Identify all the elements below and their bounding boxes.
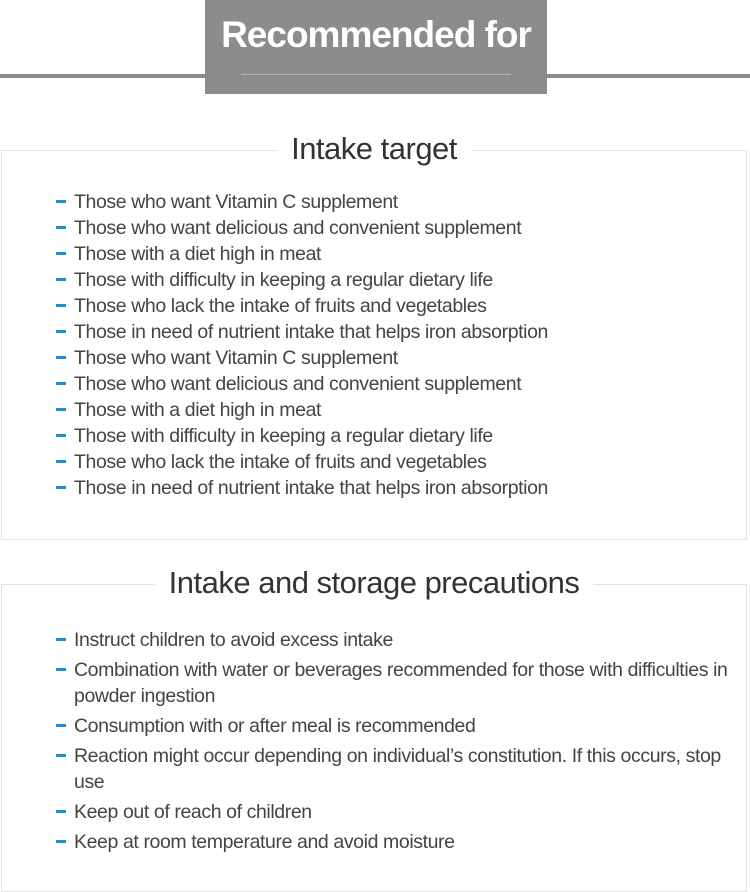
- header-title: Recommended for: [221, 14, 531, 55]
- precautions-list: [74, 627, 734, 859]
- list-item: [74, 345, 548, 371]
- list-item-text: Those who want Vitamin C supplement: [74, 191, 398, 213]
- dash-bullet-icon: [56, 382, 66, 385]
- list-item: [74, 319, 548, 345]
- list-item: [74, 475, 548, 501]
- list-item: [74, 829, 734, 855]
- list-item: [74, 713, 734, 739]
- list-item-text: Instruct children to avoid excess intake: [74, 629, 393, 651]
- list-item-text: Combination with water or beverages recommended for those with difficulties in powder ingestion: [74, 659, 728, 707]
- list-item-text: Those who lack the intake of fruits and vegetables: [74, 451, 487, 473]
- list-item-text: Those who want delicious and convenient supplement: [74, 373, 522, 395]
- list-item-text: Those in need of nutrient intake that helps iron absorption: [74, 477, 548, 499]
- dash-bullet-icon: [56, 840, 66, 843]
- list-item: [74, 371, 548, 397]
- dash-bullet-icon: [56, 668, 66, 671]
- list-item-text: Reaction might occur depending on individual’s constitution. If this occurs, stop use: [74, 745, 721, 793]
- dash-bullet-icon: [56, 724, 66, 727]
- precautions-section: [1, 565, 747, 892]
- list-item-text: Those in need of nutrient intake that helps iron absorption: [74, 321, 548, 343]
- dash-bullet-icon: [56, 226, 66, 229]
- dash-bullet-icon: [56, 408, 66, 411]
- dash-bullet-icon: [56, 304, 66, 307]
- list-item: [74, 397, 548, 423]
- list-item-text: Keep at room temperature and avoid moisture: [74, 831, 455, 853]
- dash-bullet-icon: [56, 810, 66, 813]
- list-item: [74, 267, 548, 293]
- list-item-text: Those with a diet high in meat: [74, 399, 322, 421]
- list-item: [74, 657, 734, 709]
- dash-bullet-icon: [56, 486, 66, 489]
- list-item: [74, 449, 548, 475]
- list-item-text: Those who want delicious and convenient supplement: [74, 217, 522, 239]
- dash-bullet-icon: [56, 252, 66, 255]
- list-item: [74, 215, 548, 241]
- dash-bullet-icon: [56, 754, 66, 757]
- list-item: [74, 799, 734, 825]
- dash-bullet-icon: [56, 200, 66, 203]
- list-item: [74, 743, 734, 795]
- intake-target-section: [1, 131, 747, 540]
- header-tab: [205, 0, 547, 94]
- dash-bullet-icon: [56, 330, 66, 333]
- header-underline: [241, 74, 511, 75]
- precautions-title: Intake and storage precautions: [155, 565, 594, 601]
- list-item-text: Those with a diet high in meat: [74, 243, 322, 265]
- list-item-text: Those with difficulty in keeping a regular dietary life: [74, 425, 493, 447]
- list-item: [74, 293, 548, 319]
- list-item-text: Those who want Vitamin C supplement: [74, 347, 398, 369]
- list-item: [74, 241, 548, 267]
- list-item-text: Keep out of reach of children: [74, 801, 312, 823]
- list-item-text: Consumption with or after meal is recommended: [74, 715, 476, 737]
- intake-target-list: [74, 189, 548, 501]
- dash-bullet-icon: [56, 278, 66, 281]
- dash-bullet-icon: [56, 638, 66, 641]
- list-item: [74, 627, 734, 653]
- intake-target-title: Intake target: [277, 131, 471, 167]
- dash-bullet-icon: [56, 356, 66, 359]
- list-item-text: Those with difficulty in keeping a regular dietary life: [74, 269, 493, 291]
- list-item: [74, 423, 548, 449]
- dash-bullet-icon: [56, 460, 66, 463]
- dash-bullet-icon: [56, 434, 66, 437]
- list-item: [74, 189, 548, 215]
- list-item-text: Those who lack the intake of fruits and vegetables: [74, 295, 487, 317]
